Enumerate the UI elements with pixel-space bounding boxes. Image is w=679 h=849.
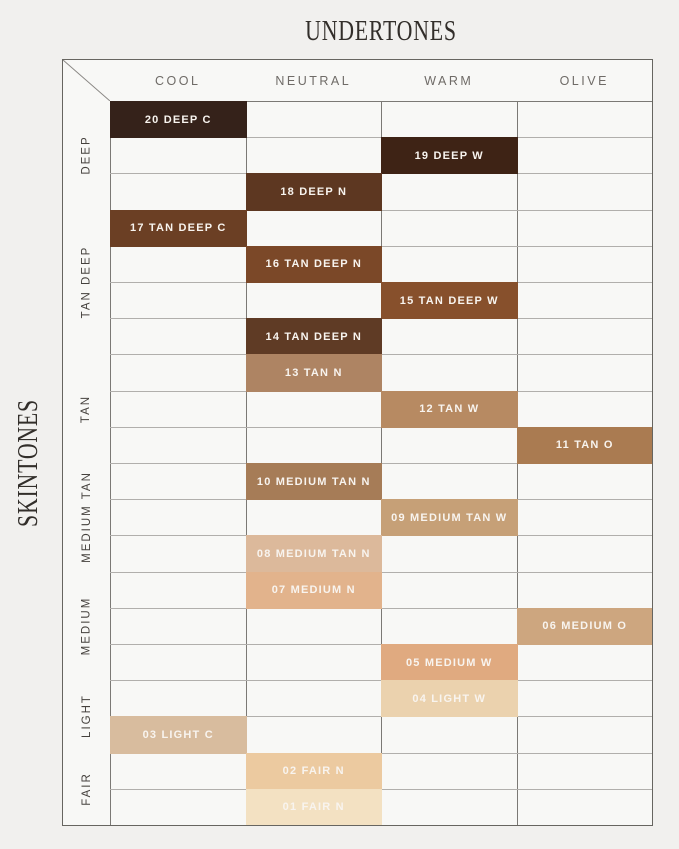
- shade-swatch-08: [246, 535, 383, 572]
- shade-swatch-03: [110, 716, 247, 753]
- shade-swatch-label: 06 MEDIUM O: [542, 620, 628, 633]
- skintone-group-label: TAN: [80, 394, 93, 423]
- undertone-header-olive: OLIVE: [559, 73, 609, 88]
- shade-swatch-06: [517, 608, 653, 645]
- shade-swatch-label: 14 TAN DEEP N: [265, 330, 362, 343]
- shade-swatch-label: 08 MEDIUM TAN N: [256, 547, 371, 560]
- shade-swatch-04: [381, 680, 518, 717]
- skintone-group-label: DEEP: [80, 135, 93, 175]
- skintones-axis-title-text: SKINTONES: [13, 399, 44, 527]
- skintone-group-tan-deep: [63, 210, 110, 355]
- shade-swatch-11: [517, 427, 653, 464]
- skintone-group-deep: [63, 101, 110, 210]
- skintone-group-label: MEDIUM TAN: [80, 471, 93, 564]
- shade-swatch-label: 04 LIGHT W: [412, 692, 487, 705]
- shade-swatch-14: [246, 318, 383, 355]
- skintone-group-label: FAIR: [80, 772, 93, 806]
- undertone-header-neutral: NEUTRAL: [275, 73, 352, 88]
- shade-swatch-12: [381, 391, 518, 428]
- skintone-group-label: MEDIUM: [80, 596, 93, 656]
- shade-swatch-label: 19 DEEP W: [414, 149, 484, 162]
- shade-swatch-10: [246, 463, 383, 500]
- shade-swatch-label: 05 MEDIUM W: [405, 656, 493, 669]
- shade-matrix-inner: [63, 60, 652, 825]
- skintone-group-tan: [63, 354, 110, 463]
- shade-swatch-label: 18 DEEP N: [280, 185, 348, 198]
- skintone-group-medium-tan: [63, 463, 110, 572]
- shade-swatch-13: [246, 354, 383, 391]
- shade-swatch-label: 11 TAN O: [555, 439, 614, 452]
- shade-swatch-label: 17 TAN DEEP C: [130, 222, 227, 235]
- shade-swatch-01: [246, 789, 383, 825]
- shade-swatch-label: 20 DEEP C: [144, 113, 212, 126]
- skintone-group-medium: [63, 572, 110, 681]
- skintones-axis-title: [0, 100, 58, 826]
- shade-swatch-17: [110, 210, 247, 247]
- shade-swatch-15: [381, 282, 518, 319]
- shade-swatch-label: 16 TAN DEEP N: [265, 258, 362, 271]
- shade-swatch-label: 02 FAIR N: [282, 765, 345, 778]
- skintone-group-label: TAN DEEP: [80, 245, 93, 319]
- shade-swatch-label: 03 LIGHT C: [142, 728, 214, 741]
- shade-swatch-label: 07 MEDIUM N: [271, 584, 356, 597]
- shade-swatch-label: 10 MEDIUM TAN N: [256, 475, 371, 488]
- undertone-header-cool: COOL: [155, 73, 201, 88]
- skintone-group-label: LIGHT: [80, 694, 93, 739]
- shade-swatch-label: 15 TAN DEEP W: [399, 294, 499, 307]
- corner-diagonal-line: [63, 60, 110, 101]
- undertone-header-warm: WARM: [424, 73, 474, 88]
- shade-swatch-label: 09 MEDIUM TAN W: [391, 511, 508, 524]
- skintone-group-light: [63, 680, 110, 752]
- shade-swatch-label: 01 FAIR N: [282, 801, 345, 814]
- shade-swatch-20: [110, 101, 247, 138]
- shade-swatch-label: 13 TAN N: [284, 366, 343, 379]
- shade-swatch-09: [381, 499, 518, 536]
- shade-swatch-18: [246, 173, 383, 210]
- shade-swatch-05: [381, 644, 518, 681]
- shade-swatch-19: [381, 137, 518, 174]
- shade-swatch-02: [246, 753, 383, 790]
- shade-swatch-label: 12 TAN W: [419, 403, 480, 416]
- shade-matrix: [62, 59, 653, 826]
- undertones-axis-title: UNDERTONES: [305, 16, 457, 47]
- shade-swatch-16: [246, 246, 383, 283]
- skintone-group-fair: [63, 753, 110, 825]
- shade-swatch-07: [246, 572, 383, 609]
